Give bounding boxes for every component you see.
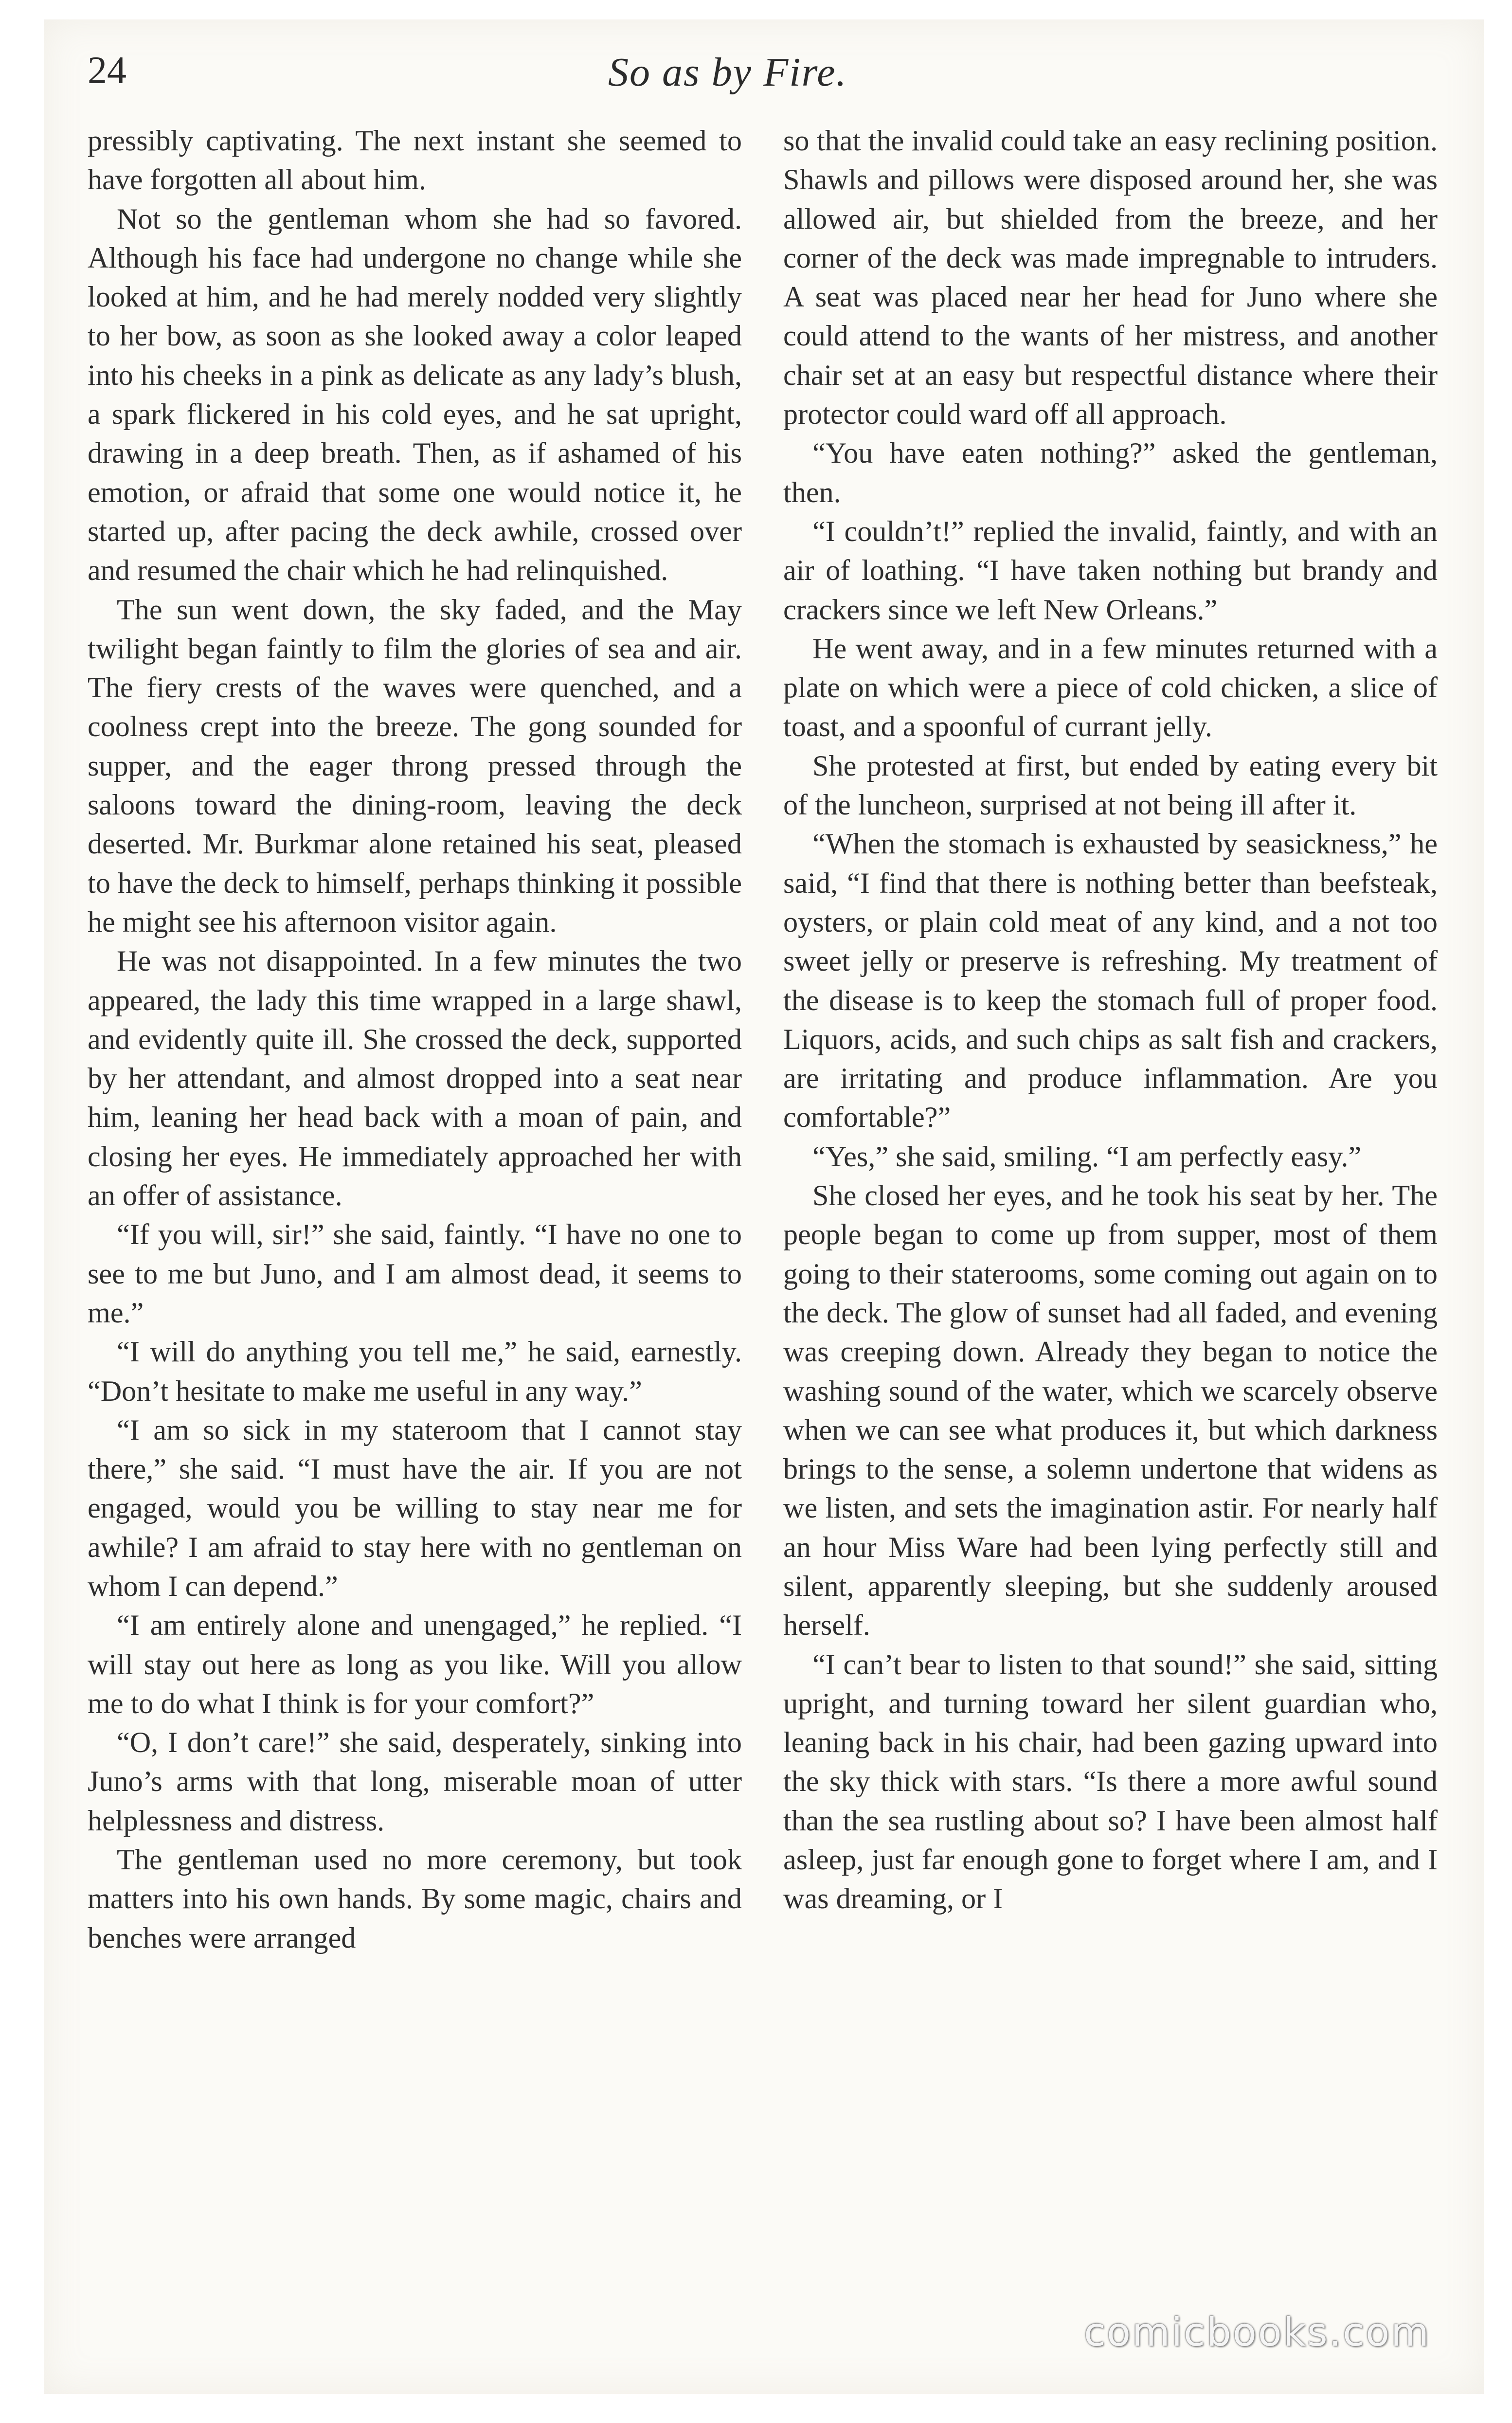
running-head: So as by Fire.: [608, 50, 847, 95]
paragraph: Not so the gentleman whom she had so favored. Although his face had undergone no change while she looked at him, and he had merely nodded very slightly to her bow, as soon as she looked away a color leaped into his cheeks in a pink as delicate as any lady’s blush, a spark flickered in his cold eyes, and he sat upright, drawing in a deep breath. Then, as if ashamed of his emotion, or afraid that some one would notice it, he started up, after pacing the deck awhile, crossed over and resumed the chair which he had relinquished.: [88, 202, 742, 587]
paragraph: “If you will, sir!” she said, faintly. “I have no one to see to me but Juno, and I am almost dead, it seems to me.”: [88, 1218, 742, 1329]
paragraph: He was not disappointed. In a few minutes the two appeared, the lady this time wrapped in a large shawl, and evidently quite ill. She crossed the deck, supported by her attendant, and almost dropped into a seat near him, leaning her head back with a moan of pain, and closing her eyes. He immediately approached her with an offer of assistance.: [88, 945, 742, 1212]
paragraph: “I couldn’t!” replied the invalid, faintly, and with an air of loathing. “I have taken nothing but brandy and crackers since we left New Orleans.”: [783, 515, 1438, 626]
paragraph: pressibly captivating. The next instant she seemed to have forgotten all about him.: [88, 125, 742, 197]
paragraph: “I am so sick in my stateroom that I cannot stay there,” she said. “I must have the air. If you are not engaged, would you be willing to stay near me for awhile? I am afraid to stay here with no gentleman on whom I can depend.”: [88, 1413, 742, 1603]
right-column: [783, 122, 1438, 1919]
paragraph: He went away, and in a few minutes returned with a plate on which were a piece of cold chicken, a slice of toast, and a spoonful of currant jelly.: [783, 632, 1438, 743]
left-column: [88, 122, 742, 1958]
paragraph: She protested at first, but ended by eating every bit of the luncheon, surprised at not being ill after it.: [783, 749, 1438, 822]
paragraph: so that the invalid could take an easy reclining position. Shawls and pillows were disposed around her, she was allowed air, but shielded from the breeze, and her corner of the deck was made impregnable to intruders. A seat was placed near her head for Juno where she could attend to the wants of her mistress, and another chair set at an easy but respectful distance where their protector could ward off all approach.: [783, 125, 1438, 431]
paragraph: “I am entirely alone and unengaged,” he replied. “I will stay out here as long as you like. Will you allow me to do what I think is for your comfort?”: [88, 1609, 742, 1720]
paragraph: “Yes,” she said, smiling. “I am perfectly easy.”: [812, 1140, 1362, 1173]
paragraph: The sun went down, the sky faded, and the May twilight began faintly to film the glories of sea and air. The fiery crests of the waves were quenched, and a coolness crept into the breeze. The gong sounded for supper, and the eager throng pressed through the saloons toward the dining-room, leaving the deck deserted. Mr. Burkmar alone retained his seat, pleased to have the deck to himself, perhaps thinking it possible he might see his afternoon visitor again.: [88, 593, 742, 939]
watermark: comicbooks.com: [1083, 2310, 1430, 2355]
paragraph: “I will do anything you tell me,” he said, earnestly. “Don’t hesitate to make me useful in any way.”: [88, 1336, 742, 1408]
paragraph: “I can’t bear to listen to that sound!” she said, sitting upright, and turning toward her silent guardian who, leaning back in his chair, had been gazing upward into the sky thick with stars. “Is there a more awful sound than the sea rustling about so? I have been almost half asleep, just far enough gone to forget where I am, and I was dreaming, or I: [783, 1648, 1438, 1916]
paragraph: She closed her eyes, and he took his seat by her. The people began to come up from supper, most of them going to their staterooms, some coming out again on to the deck. The glow of sunset had all faded, and evening was creeping down. Already they began to notice the washing sound of the water, which we scarcely observe when we can see what produces it, but which darkness brings to the sense, a solemn undertone that widens as we listen, and sets the imagination astir. For nearly half an hour Miss Ware had been lying perfectly still and silent, apparently sleeping, but she suddenly aroused herself.: [783, 1179, 1438, 1642]
page-header: [44, 34, 1484, 102]
paragraph: The gentleman used no more ceremony, but took matters into his own hands. By some magic, chairs and benches were arranged: [88, 1844, 742, 1954]
paragraph: “O, I don’t care!” she said, desperately, sinking into Juno’s arms with that long, miserable moan of utter helplessness and distress.: [88, 1726, 742, 1837]
paragraph: “When the stomach is exhausted by seasickness,” he said, “I find that there is nothing better than beefsteak, oysters, or plain cold meat of any kind, and a not too sweet jelly or preserve is refreshing. My treatment of the disease is to keep the stomach full of proper food. Liquors, acids, and such chips as salt fish and crackers, are irritating and produce inflammation. Are you comfortable?”: [783, 828, 1438, 1134]
book-page: [44, 19, 1484, 2394]
paragraph: “You have eaten nothing?” asked the gentleman, then.: [783, 437, 1438, 509]
page-number: 24: [88, 49, 126, 92]
